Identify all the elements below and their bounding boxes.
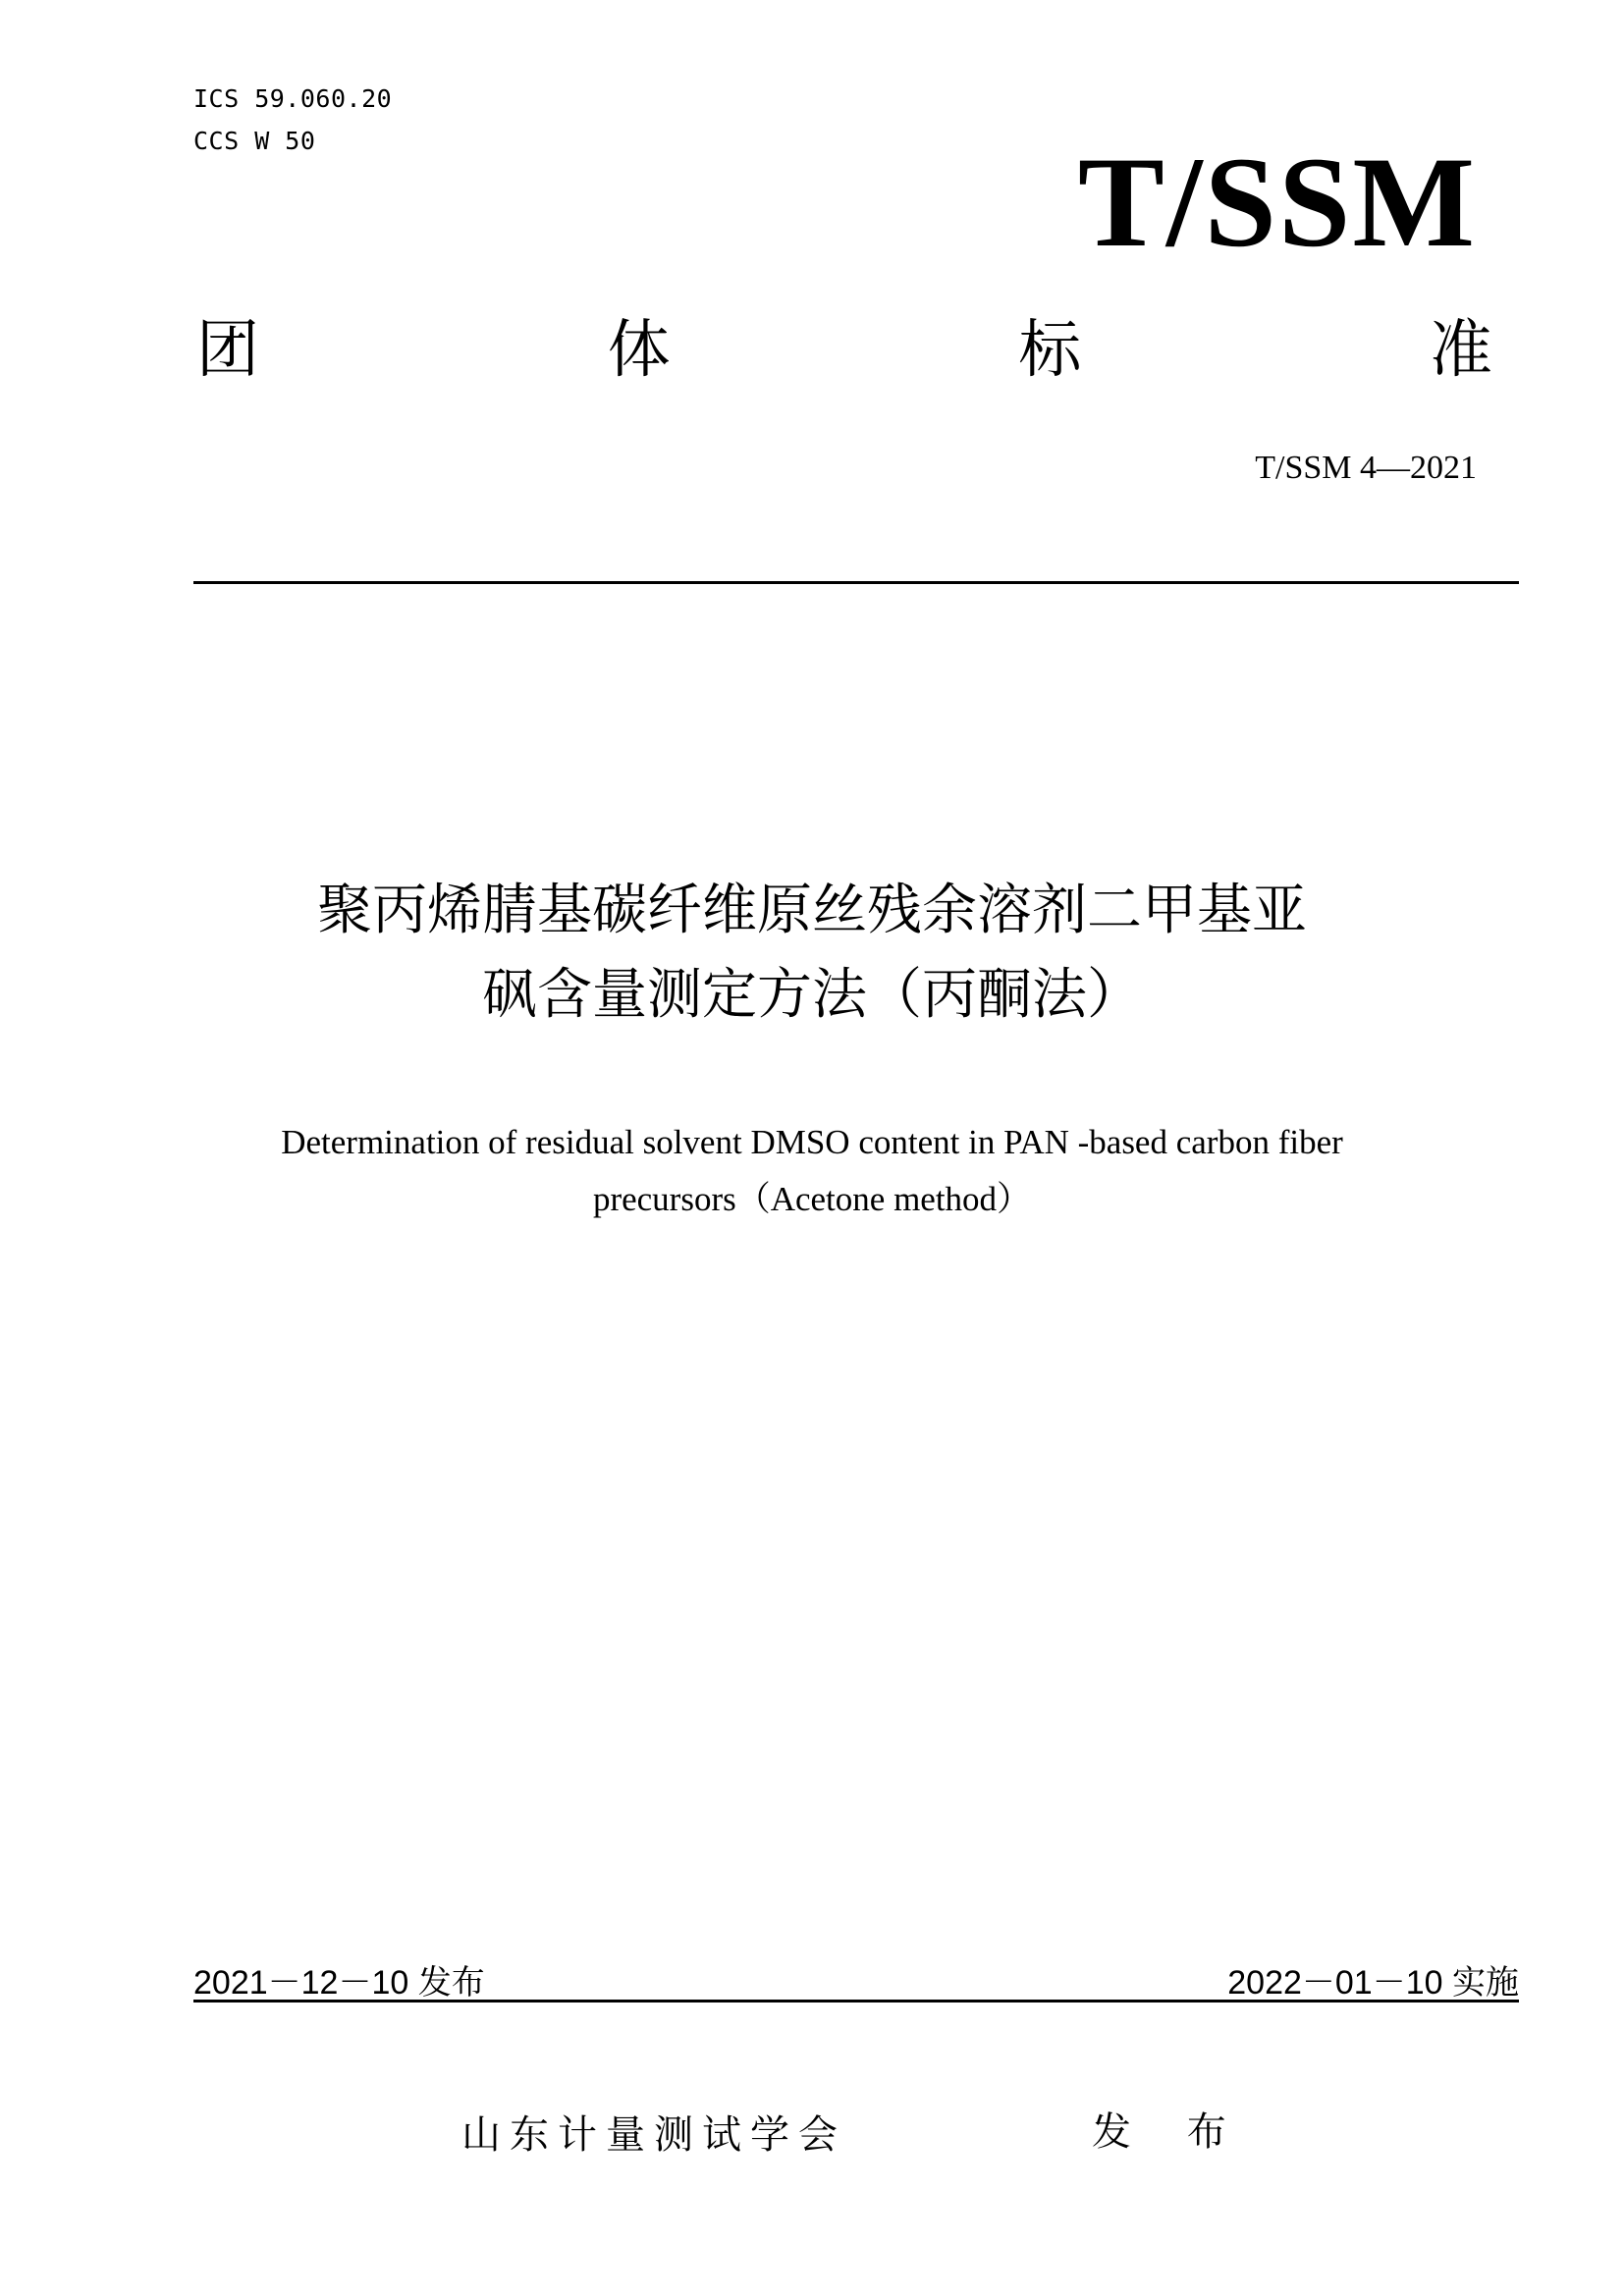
standard-type-char-1: 团 bbox=[196, 314, 259, 387]
issue-date: 2021－12－10 发布 bbox=[193, 1964, 485, 2002]
ics-code: ICS 59.060.20 bbox=[193, 84, 393, 113]
chinese-title-line-2: 砜含量测定方法（丙酮法） bbox=[482, 963, 1142, 1027]
english-title-line-1: Determination of residual solvent DMSO content in PAN -based carbon fiber bbox=[281, 1123, 1343, 1161]
standard-type-char-2: 体 bbox=[607, 314, 671, 387]
standard-type-char-3: 标 bbox=[1018, 314, 1082, 387]
standard-logo: T/SSM bbox=[1077, 130, 1477, 274]
english-title bbox=[0, 1114, 1624, 1228]
standard-number: T/SSM 4—2021 bbox=[1255, 450, 1477, 486]
implementation-date: 2022－01－10 实施 bbox=[1227, 1964, 1519, 2002]
standard-type-heading bbox=[196, 314, 1492, 387]
header-divider bbox=[193, 581, 1519, 584]
publish-label: 发 布 bbox=[1092, 2109, 1248, 2155]
ccs-code: CCS W 50 bbox=[193, 127, 316, 155]
footer-divider bbox=[193, 2000, 1519, 2002]
standard-type-char-4: 准 bbox=[1429, 314, 1492, 387]
english-title-line-2: precursors（Acetone method） bbox=[592, 1180, 1032, 1218]
chinese-title-line-1: 聚丙烯腈基碳纤维原丝残余溶剂二甲基亚 bbox=[317, 879, 1307, 942]
publisher-name: 山东计量测试学会 bbox=[461, 2112, 846, 2158]
chinese-title bbox=[0, 869, 1624, 1038]
